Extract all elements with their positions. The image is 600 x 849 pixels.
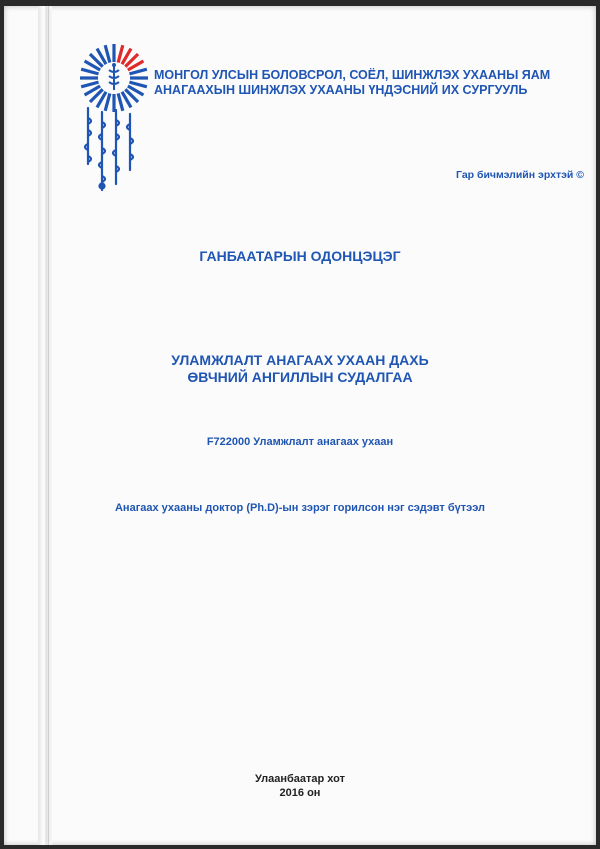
specialty-code: F722000 Уламжлалт анагаах ухаан: [206, 436, 394, 448]
copyright-notice: Гар бичмэлийн эрхтэй ©: [456, 169, 584, 181]
header-line-university: АНАГААХЫН ШИНЖЛЭХ УХААНЫ ҮНДЭСНИЙ ИХ СУРГУУЛЬ: [154, 83, 528, 97]
thesis-title-line2: ӨВЧНИЙ АНГИЛЛЫН СУДАЛГАА: [187, 369, 413, 385]
thesis-title-line1: УЛАМЖЛАЛТ АНАГААХ УХААН ДАХЬ: [171, 352, 429, 368]
year: 2016 он: [279, 787, 321, 799]
spine-fold-line: [48, 6, 49, 845]
thesis-title: [4, 352, 596, 386]
degree-statement: Анагаах ухааны доктор (Ph.D)-ын зэрэг горилсон нэг сэдэвт бүтээл: [114, 502, 485, 514]
cover-page: [4, 6, 596, 845]
city: Улаанбаатар хот: [254, 773, 345, 785]
header-line-ministry: МОНГОЛ УЛСЫН БОЛОВСРОЛ, СОЁЛ, ШИНЖЛЭХ УХААНЫ ЯАМ: [154, 68, 551, 82]
mongolian-script-emblem-icon: [76, 104, 140, 196]
book-spine: [38, 6, 52, 845]
ministry-header: [154, 68, 594, 98]
author-name: ГАНБААТАРЫН ОДОНЦЭЦЭГ: [199, 248, 401, 264]
place-and-year: [4, 772, 596, 800]
